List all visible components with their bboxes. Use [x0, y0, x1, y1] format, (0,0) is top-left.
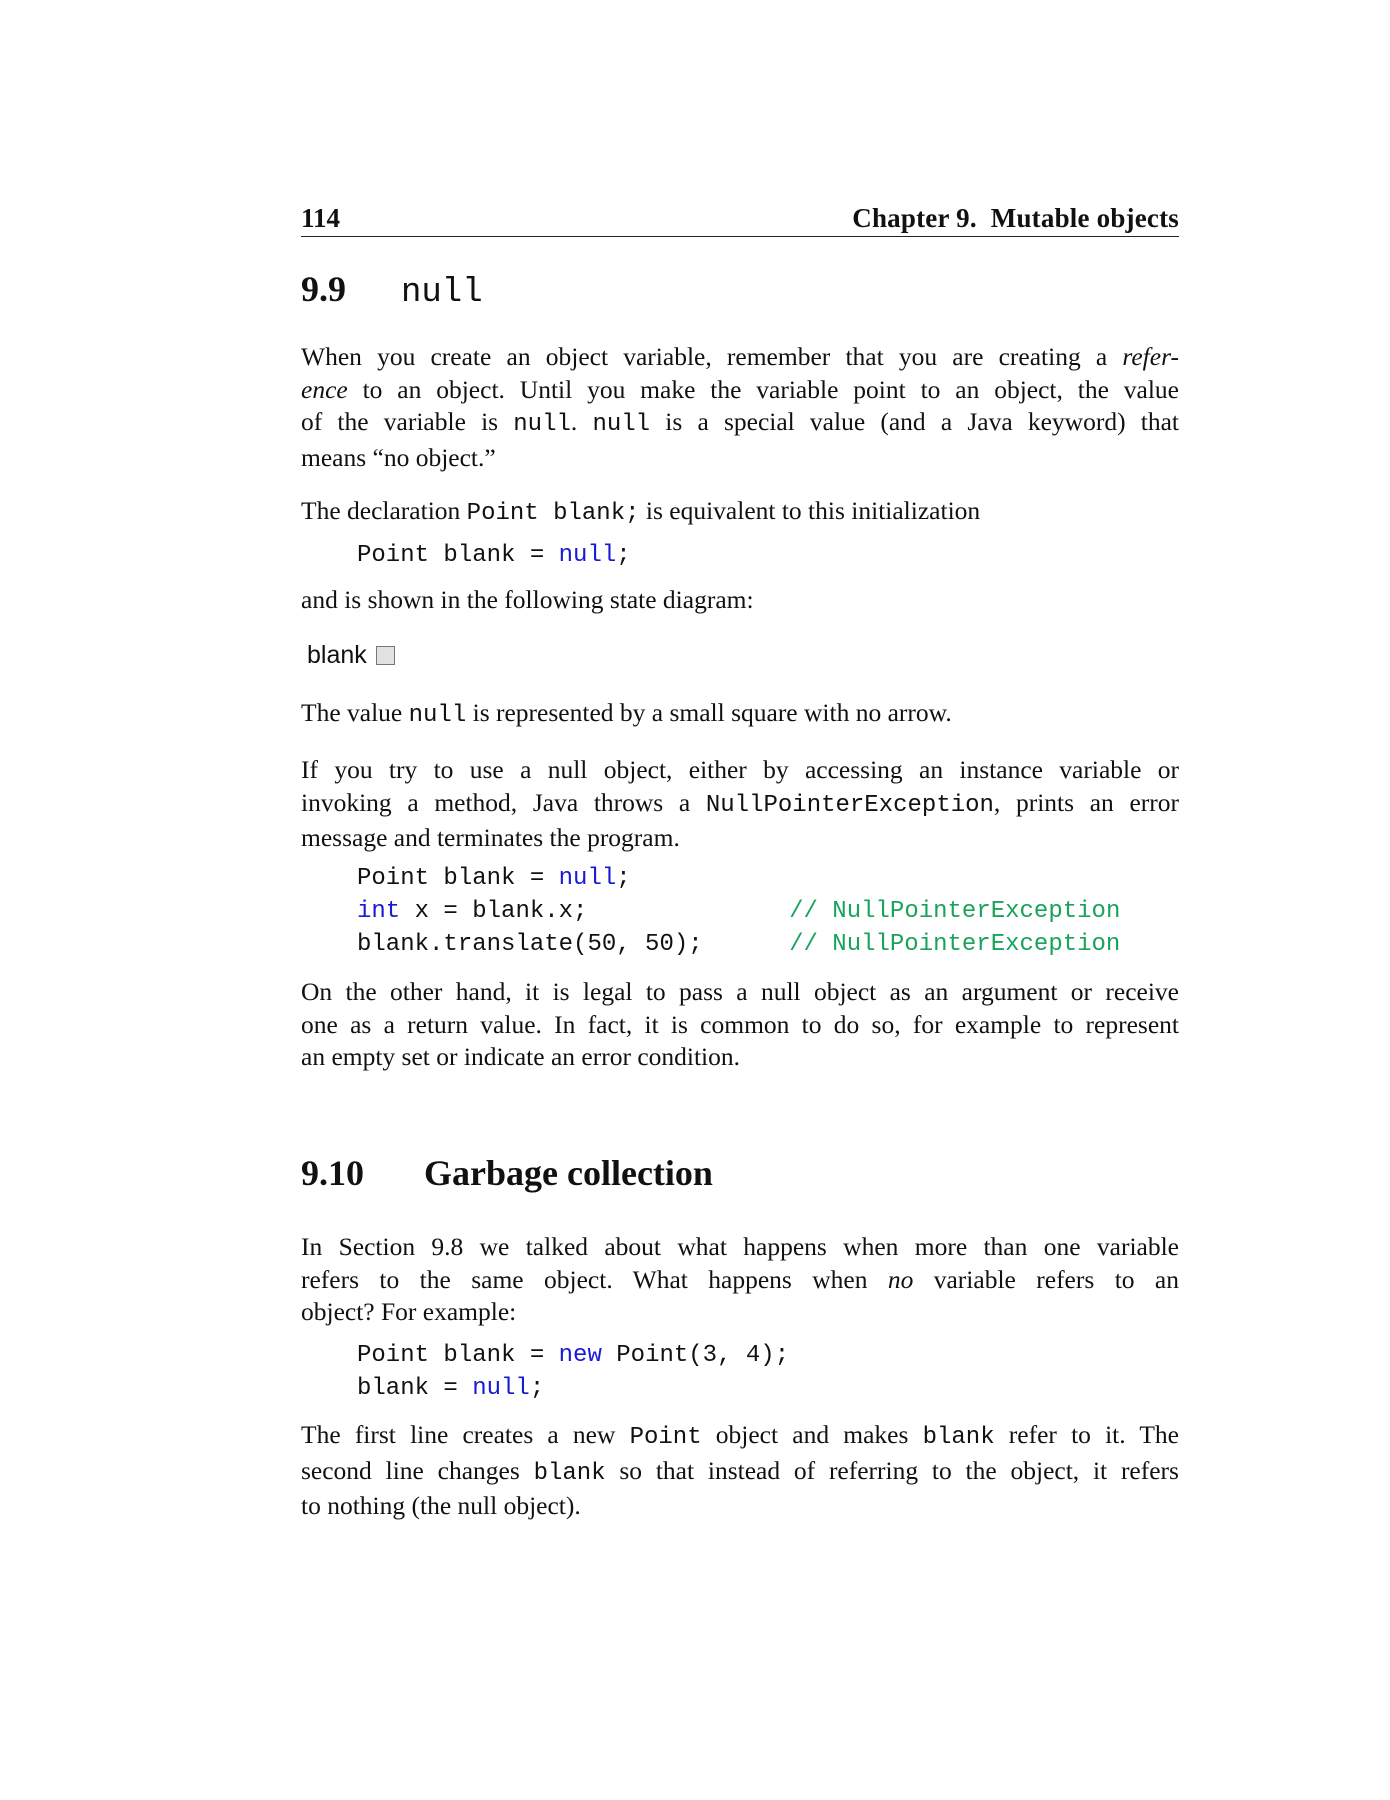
code-block-garbage: Point blank = new Point(3, 4); blank = null;: [357, 1342, 790, 1402]
section-number: 9.9: [301, 269, 346, 309]
section-heading-9-10: [301, 1152, 713, 1194]
paragraph-intro: When you create an object variable, remember that you are creating a refer- ence to an object. Until you make the variable point to an object, the value of the variable is null. null is a special value (and a Java keyword) that means “no object.”: [301, 342, 1179, 472]
paragraph-garbage-intro: In Section 9.8 we talked about what happens when more than one variable refers to the same object. What happens when no variable refers to an object? For example:: [301, 1232, 1179, 1327]
paragraph-null-pointer: If you try to use a null object, either by accessing an instance variable or invoking a method, Java throws a NullPointerException, prints an error message and terminates the program.: [301, 755, 1179, 853]
paragraph-legal-null: On the other hand, it is legal to pass a null object as an argument or receive one as a return value. In fact, it is common to do so, for example to represent an empty set or indicate an error condition.: [301, 977, 1179, 1072]
code-block-exception: Point blank = null; int x = blank.x; // NullPointerException blank.translate(50, 50); // NullPointerException: [357, 865, 1121, 958]
chapter-heading: [852, 203, 1179, 234]
page-number: 114: [301, 203, 341, 233]
paragraph-garbage-explanation: The first line creates a new Point object and makes blank refer to it. The second line changes blank so that instead of referring to the object, it refers to nothing (the null object).: [301, 1420, 1179, 1521]
running-header: [301, 203, 1179, 237]
chapter-title: Mutable objects: [990, 203, 1179, 233]
section-number: 9.10: [301, 1153, 364, 1193]
paragraph-null-representation: The value null is represented by a small square with no arrow.: [301, 698, 952, 729]
chapter-label: Chapter 9.: [852, 203, 977, 233]
null-square: [376, 646, 395, 665]
section-heading-9-9: [301, 268, 483, 312]
code-block-init: Point blank = null;: [357, 542, 631, 569]
paragraph-diagram-intro: and is shown in the following state diagram:: [301, 585, 754, 614]
section-title: null: [401, 274, 483, 312]
paragraph-declaration: The declaration Point blank; is equivalent to this initialization: [301, 496, 981, 527]
variable-label: blank: [307, 641, 367, 669]
state-diagram: [307, 641, 395, 670]
section-title: Garbage collection: [424, 1153, 713, 1193]
